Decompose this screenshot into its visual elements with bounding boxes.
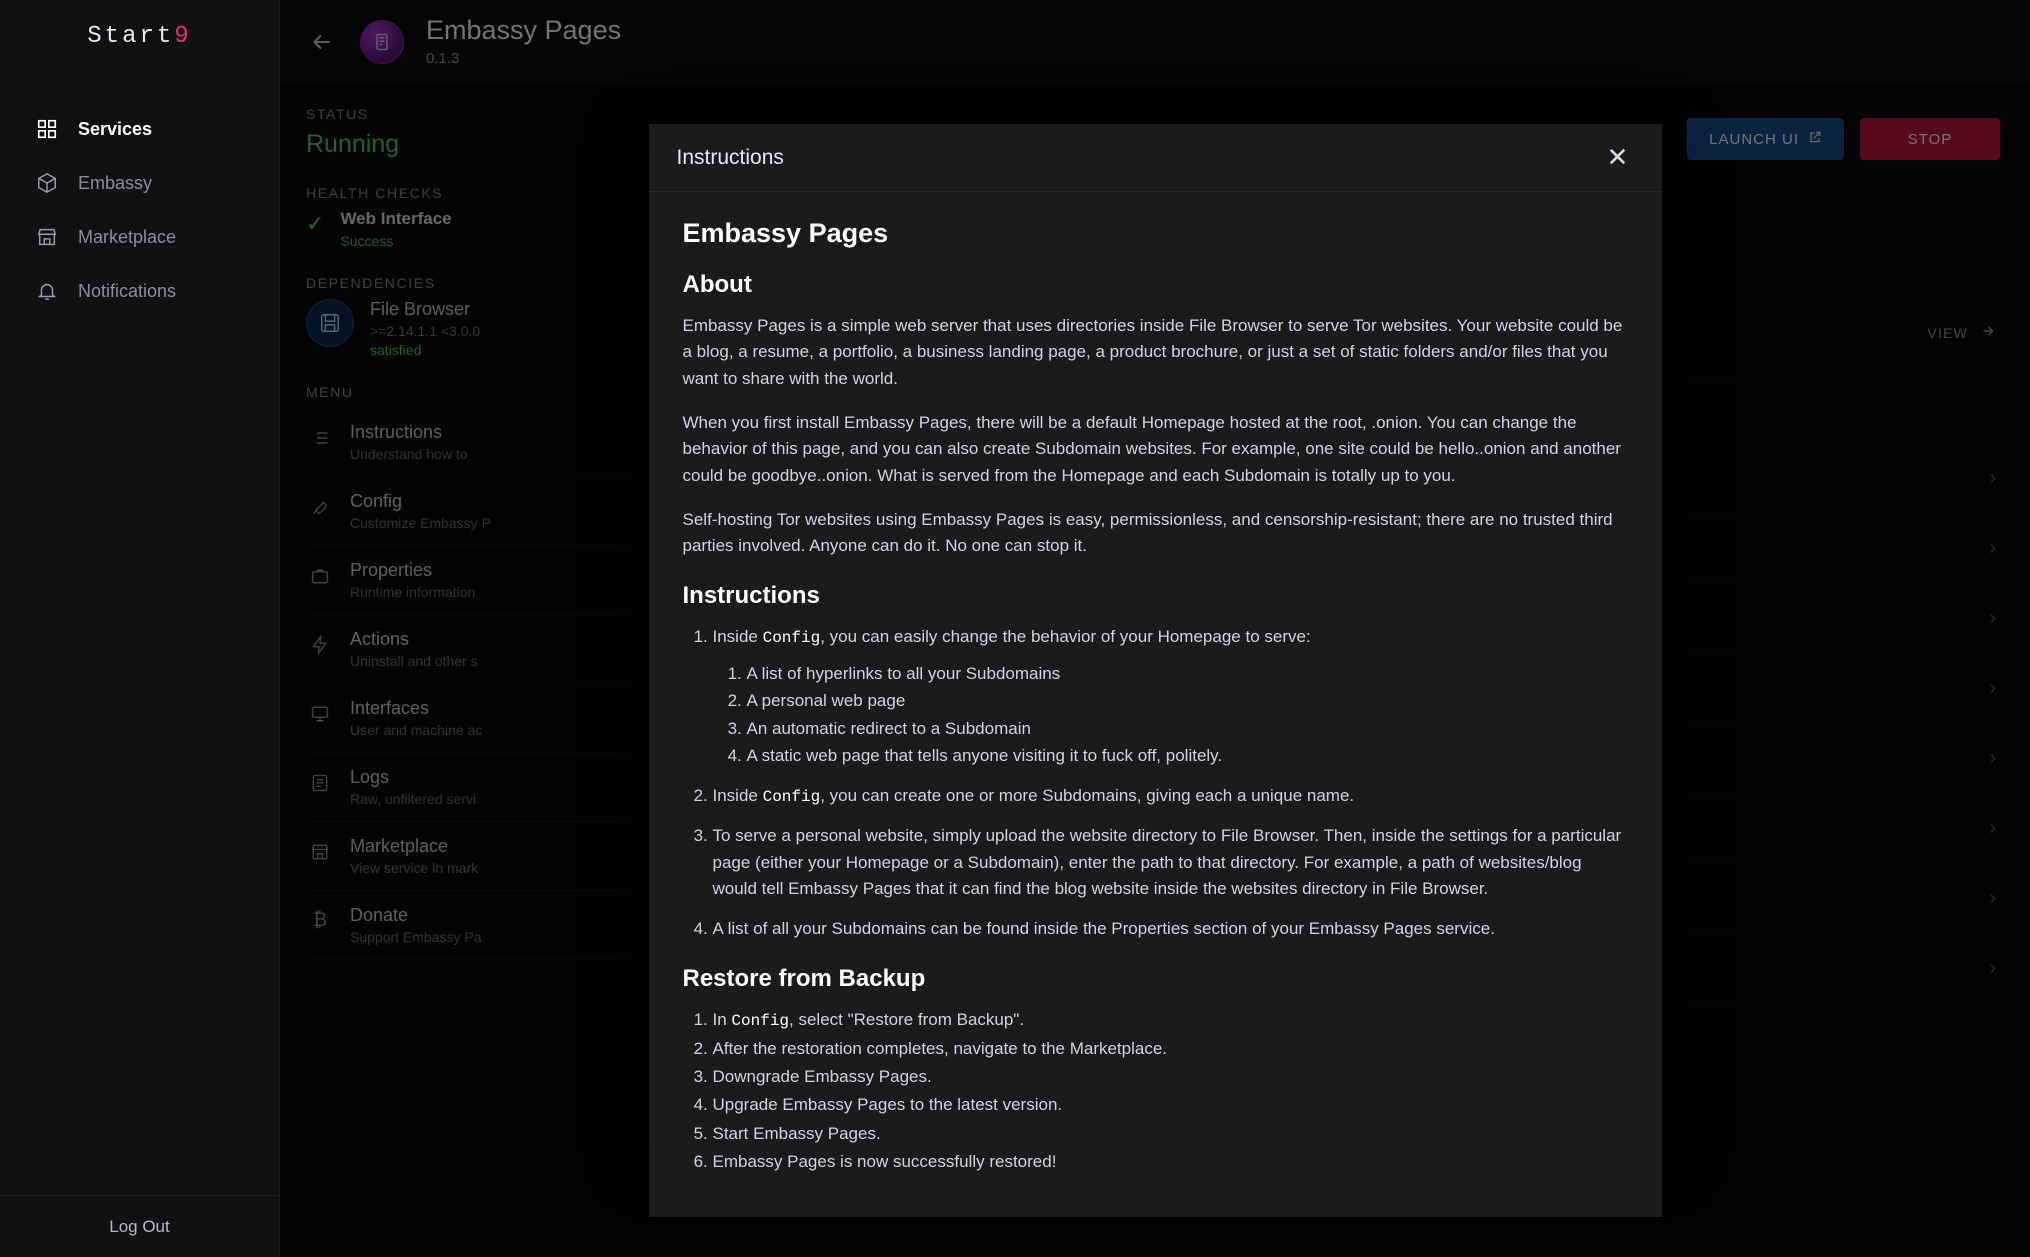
modal-overlay bbox=[280, 0, 2030, 1257]
instruction-code: Config bbox=[762, 787, 821, 806]
about-heading: About bbox=[682, 271, 752, 298]
instruction-text-after: To serve a personal website, simply upload the website directory to File Browser. Then, inside the settings for a particular page (either your Homepage or a Subdomain), enter the path to that directory. For example, a path of websites/blog would tell Embassy Pages that it can find the blog website inside the websites directory in File Browser. bbox=[712, 826, 1622, 899]
instruction-item bbox=[713, 823, 1628, 902]
sidebar-item-label: Notifications bbox=[78, 280, 177, 301]
brand-text: Start bbox=[87, 22, 175, 50]
instruction-subitem: 3. An automatic redirect to a Subdomain bbox=[747, 716, 1628, 742]
about-paragraph: Self-hosting Tor websites using Embassy Pages is easy, permissionless, and censorship-resistant; there are no trusted third parties involved. Anyone can do it. No one can stop it. bbox=[682, 510, 1613, 556]
doc-title: Embassy Pages bbox=[682, 218, 889, 248]
sidebar-item-label: Services bbox=[78, 118, 153, 139]
about-paragraph: When you first install Embassy Pages, there will be a default Homepage hosted at the root, .onion. You can change the behavior of this page, and you can also create Subdomain websites. For example, one site could be hello..onion and another could be goodbye..onion. What is served from the Homepage and each Subdomain is totally up to you. bbox=[682, 413, 1621, 485]
modal-header bbox=[649, 124, 1662, 192]
close-icon[interactable]: ✕ bbox=[1606, 142, 1629, 172]
restore-step: 6. Embassy Pages is now successfully restored! bbox=[713, 1149, 1628, 1175]
sidebar bbox=[0, 0, 280, 1257]
restore-code: Config bbox=[731, 1011, 790, 1030]
main-area bbox=[280, 0, 2030, 1257]
sidebar-item-label: Marketplace bbox=[78, 226, 177, 247]
sidebar-item-label: Embassy bbox=[78, 172, 153, 193]
instruction-text-before: Inside bbox=[712, 626, 763, 646]
logout-button[interactable]: Log Out bbox=[0, 1195, 279, 1257]
cube-icon bbox=[34, 170, 60, 196]
modal-title: Instructions bbox=[676, 145, 784, 169]
sidebar-item-marketplace[interactable] bbox=[0, 210, 279, 264]
store-icon bbox=[34, 224, 60, 250]
instruction-subitem: 2. A personal web page bbox=[747, 688, 1628, 714]
bell-icon bbox=[34, 278, 60, 304]
instruction-text-after: , you can create one or more Subdomains, giving each a unique name. bbox=[820, 785, 1355, 805]
sidebar-item-services[interactable] bbox=[0, 102, 279, 156]
instruction-item bbox=[713, 916, 1628, 942]
about-paragraph: Embassy Pages is a simple web server that uses directories inside File Browser to serve Tor websites. Your website could be a blog, a resume, a portfolio, a business landing page, a product brochure, or just a set of static folders and/or files that you want to share with the world. bbox=[682, 316, 1623, 388]
restore-text-before: In bbox=[712, 1009, 732, 1029]
instructions-list bbox=[683, 624, 1628, 943]
instruction-text-after: A list of all your Subdomains can be found inside the Properties section of your Embassy Pages service. bbox=[712, 919, 1495, 939]
instruction-item bbox=[713, 783, 1628, 810]
instruction-text-before: Inside bbox=[712, 785, 763, 805]
sidebar-nav bbox=[0, 102, 279, 318]
restore-list bbox=[683, 1007, 1628, 1176]
grid-icon bbox=[34, 116, 60, 142]
modal-body[interactable] bbox=[649, 192, 1662, 1217]
sidebar-spacer bbox=[0, 318, 279, 1195]
instructions-modal bbox=[649, 124, 1662, 1171]
restore-step: 5. Start Embassy Pages. bbox=[713, 1121, 1628, 1147]
instructions-heading: Instructions bbox=[682, 581, 820, 609]
instruction-subitem: 1. A list of hyperlinks to all your Subdomains bbox=[747, 661, 1628, 687]
instruction-sublist bbox=[713, 661, 1628, 769]
restore-heading: Restore from Backup bbox=[682, 964, 926, 992]
sidebar-item-embassy[interactable] bbox=[0, 156, 279, 210]
sidebar-item-notifications[interactable] bbox=[0, 264, 279, 318]
restore-step: 2. After the restoration completes, navigate to the Marketplace. bbox=[713, 1036, 1628, 1062]
instruction-code: Config bbox=[762, 628, 821, 647]
restore-text-after: , select "Restore from Backup". bbox=[789, 1009, 1025, 1029]
instruction-text-after: , you can easily change the behavior of your Homepage to serve: bbox=[820, 626, 1311, 646]
instruction-item bbox=[713, 624, 1628, 769]
brand-logo bbox=[0, 0, 279, 72]
restore-step: 4. Upgrade Embassy Pages to the latest version. bbox=[713, 1092, 1628, 1118]
restore-step bbox=[713, 1007, 1628, 1034]
restore-step: 3. Downgrade Embassy Pages. bbox=[713, 1064, 1628, 1090]
brand-accent: 9 bbox=[174, 22, 192, 50]
instruction-subitem: 4. A static web page that tells anyone visiting it to fuck off, politely. bbox=[747, 743, 1628, 769]
